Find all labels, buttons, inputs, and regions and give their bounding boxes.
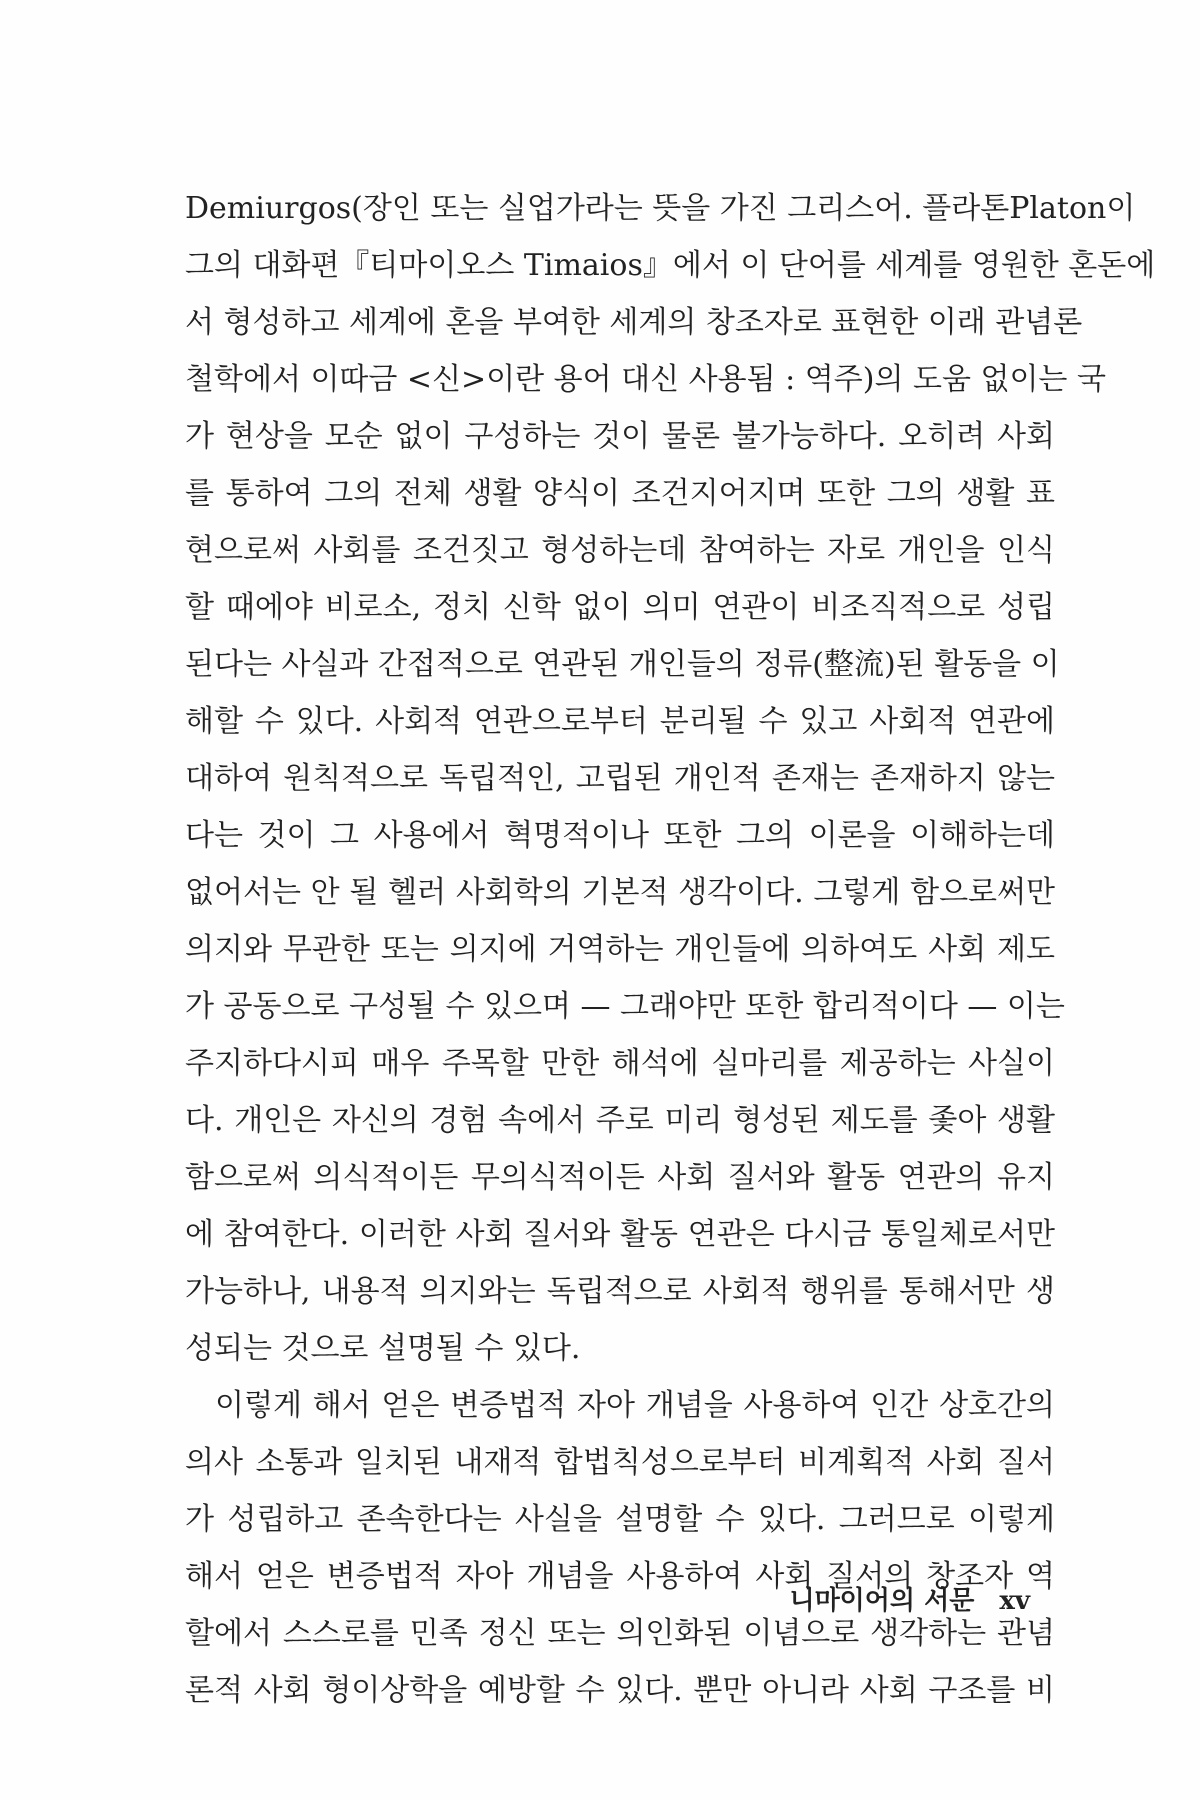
text-line: Demiurgos(장인 또는 실업가라는 뜻을 가진 그리스어. 플라톤Platon이 bbox=[185, 191, 1136, 226]
text-line: 없어서는 안 될 헬러 사회학의 기본적 생각이다. 그렇게 함으로써만 bbox=[185, 875, 1055, 910]
text-line: 철학에서 이따금 <신>이란 용어 대신 사용됨 : 역주)의 도움 없이는 국 bbox=[185, 362, 1106, 397]
text-line: 가 공동으로 구성될 수 있으며 — 그래야만 또한 합리적이다 — 이는 bbox=[185, 989, 1065, 1024]
body-text bbox=[185, 180, 1156, 1719]
text-line: 다. 개인은 자신의 경험 속에서 주로 미리 형성된 제도를 좇아 생활 bbox=[185, 1103, 1055, 1138]
text-line: 할에서 스스로를 민족 정신 또는 의인화된 이념으로 생각하는 관념 bbox=[185, 1616, 1055, 1651]
text-line: 그의 대화편『티마이오스 Timaios』에서 이 단어를 세계를 영원한 혼돈에 bbox=[185, 248, 1156, 283]
text-line: 에 참여한다. 이러한 사회 질서와 활동 연관은 다시금 통일체로서만 bbox=[185, 1217, 1055, 1252]
text-line: 론적 사회 형이상학을 예방할 수 있다. 뿐만 아니라 사회 구조를 비 bbox=[185, 1673, 1055, 1708]
text-line: 가 성립하고 존속한다는 사실을 설명할 수 있다. 그러므로 이렇게 bbox=[185, 1502, 1055, 1537]
text-line: 대하여 원칙적으로 독립적인, 고립된 개인적 존재는 존재하지 않는 bbox=[185, 761, 1055, 796]
text-line: 가 현상을 모순 없이 구성하는 것이 물론 불가능하다. 오히려 사회 bbox=[185, 419, 1055, 454]
text-line: 된다는 사실과 간접적으로 연관된 개인들의 정류(整流)된 활동을 이 bbox=[185, 647, 1060, 682]
text-line: 서 형성하고 세계에 혼을 부여한 세계의 창조자로 표현한 이래 관념론 bbox=[185, 305, 1083, 340]
text-line: 해서 얻은 변증법적 자아 개념을 사용하여 사회 질서의 창조자 역 bbox=[185, 1559, 1055, 1594]
running-title: 니마이어의 서문 bbox=[789, 1586, 975, 1616]
text-line: 함으로써 의식적이든 무의식적이든 사회 질서와 활동 연관의 유지 bbox=[185, 1160, 1055, 1195]
text-line: 할 때에야 비로소, 정치 신학 없이 의미 연관이 비조직적으로 성립 bbox=[185, 590, 1055, 625]
text-line: 의사 소통과 일치된 내재적 합법칙성으로부터 비계획적 사회 질서 bbox=[185, 1445, 1055, 1480]
text-line: 가능하나, 내용적 의지와는 독립적으로 사회적 행위를 통해서만 생 bbox=[185, 1274, 1055, 1309]
text-line: 다는 것이 그 사용에서 혁명적이나 또한 그의 이론을 이해하는데 bbox=[185, 818, 1055, 853]
text-line: 주지하다시피 매우 주목할 만한 해석에 실마리를 제공하는 사실이 bbox=[185, 1046, 1055, 1081]
page-number: xv bbox=[999, 1586, 1030, 1616]
text-line: 의지와 무관한 또는 의지에 거역하는 개인들에 의하여도 사회 제도 bbox=[185, 932, 1055, 967]
text-line: 성되는 것으로 설명될 수 있다. bbox=[185, 1331, 581, 1366]
text-line: 를 통하여 그의 전체 생활 양식이 조건지어지며 또한 그의 생활 표 bbox=[185, 476, 1055, 511]
text-line: 해할 수 있다. 사회적 연관으로부터 분리될 수 있고 사회적 연관에 bbox=[185, 704, 1055, 739]
text-line: 현으로써 사회를 조건짓고 형성하는데 참여하는 자로 개인을 인식 bbox=[185, 533, 1055, 568]
page-footer bbox=[789, 1580, 1030, 1617]
text-line: 이렇게 해서 얻은 변증법적 자아 개념을 사용하여 인간 상호간의 bbox=[215, 1388, 1055, 1423]
